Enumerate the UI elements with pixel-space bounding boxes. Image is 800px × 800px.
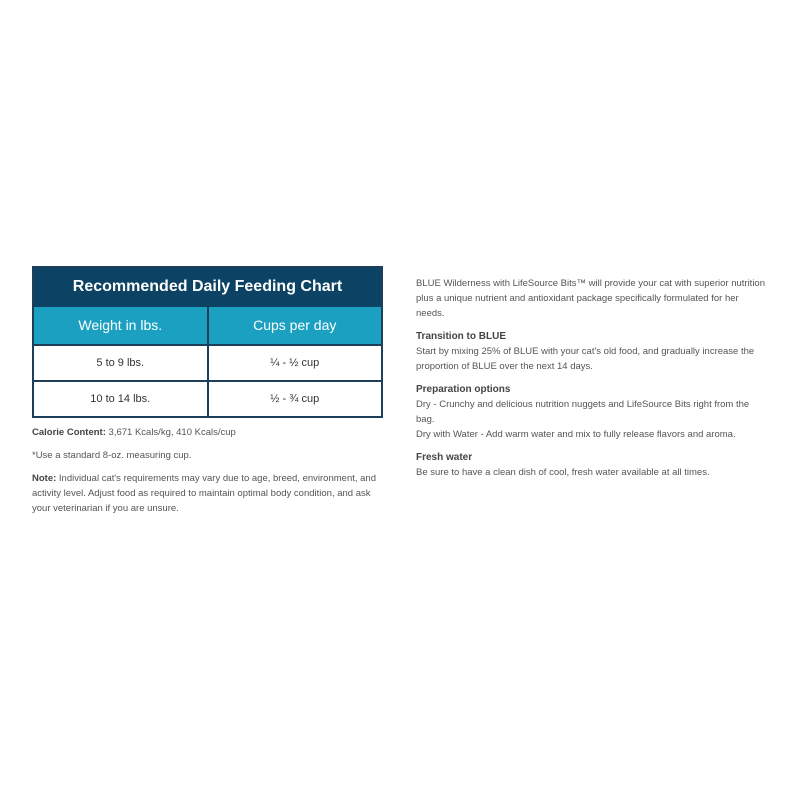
cell-cups: ½ - ¾ cup xyxy=(207,382,382,416)
fresh-water-heading: Fresh water xyxy=(416,452,473,463)
intro-text: BLUE Wilderness with LifeSource Bits™ will provide your cat with superior nutrition plus a unique nutrient and antioxidant package specifically formulated for her needs. xyxy=(416,278,765,319)
preparation-section xyxy=(416,382,768,442)
measuring-note: *Use a standard 8-oz. measuring cup. xyxy=(32,450,192,461)
transition-heading: Transition to BLUE xyxy=(416,331,506,342)
cell-weight: 5 to 9 lbs. xyxy=(96,357,145,369)
table-title: Recommended Daily Feeding Chart xyxy=(34,268,381,306)
transition-section xyxy=(416,329,768,374)
requirements-note xyxy=(32,471,388,516)
table-row xyxy=(34,380,381,416)
calorie-value: 3,671 Kcals/kg, 410 Kcals/cup xyxy=(108,427,236,438)
fresh-water-section xyxy=(416,450,768,480)
cell-weight: 10 to 14 lbs. xyxy=(90,393,151,405)
transition-text: Start by mixing 25% of BLUE with your cat's old food, and gradually increase the proportion of BLUE over the next 14 days. xyxy=(416,346,755,372)
preparation-water: Dry with Water - Add warm water and mix to fully release flavors and aroma. xyxy=(416,429,736,440)
calorie-content xyxy=(32,425,388,440)
fresh-water-text: Be sure to have a clean dish of cool, fresh water available at all times. xyxy=(416,467,710,478)
product-info xyxy=(416,276,768,480)
note-label: Note: xyxy=(32,473,57,484)
note-text: Individual cat's requirements may vary due to age, breed, environment, and activity level. Adjust food as required to maintain optimal body condition, and ask your veterinarian if you are unsure. xyxy=(32,473,376,514)
feeding-chart-table xyxy=(32,266,383,418)
feeding-notes xyxy=(32,425,388,524)
header-cups: Cups per day xyxy=(207,307,382,344)
preparation-heading: Preparation options xyxy=(416,384,511,395)
calorie-label: Calorie Content: xyxy=(32,427,106,438)
table-row xyxy=(34,344,381,380)
preparation-dry: Dry - Crunchy and delicious nutrition nuggets and LifeSource Bits right from the bag. xyxy=(416,399,750,425)
header-weight: Weight in lbs. xyxy=(78,317,163,333)
table-header-row xyxy=(34,306,381,344)
cell-cups: ¼ - ½ cup xyxy=(207,346,382,380)
